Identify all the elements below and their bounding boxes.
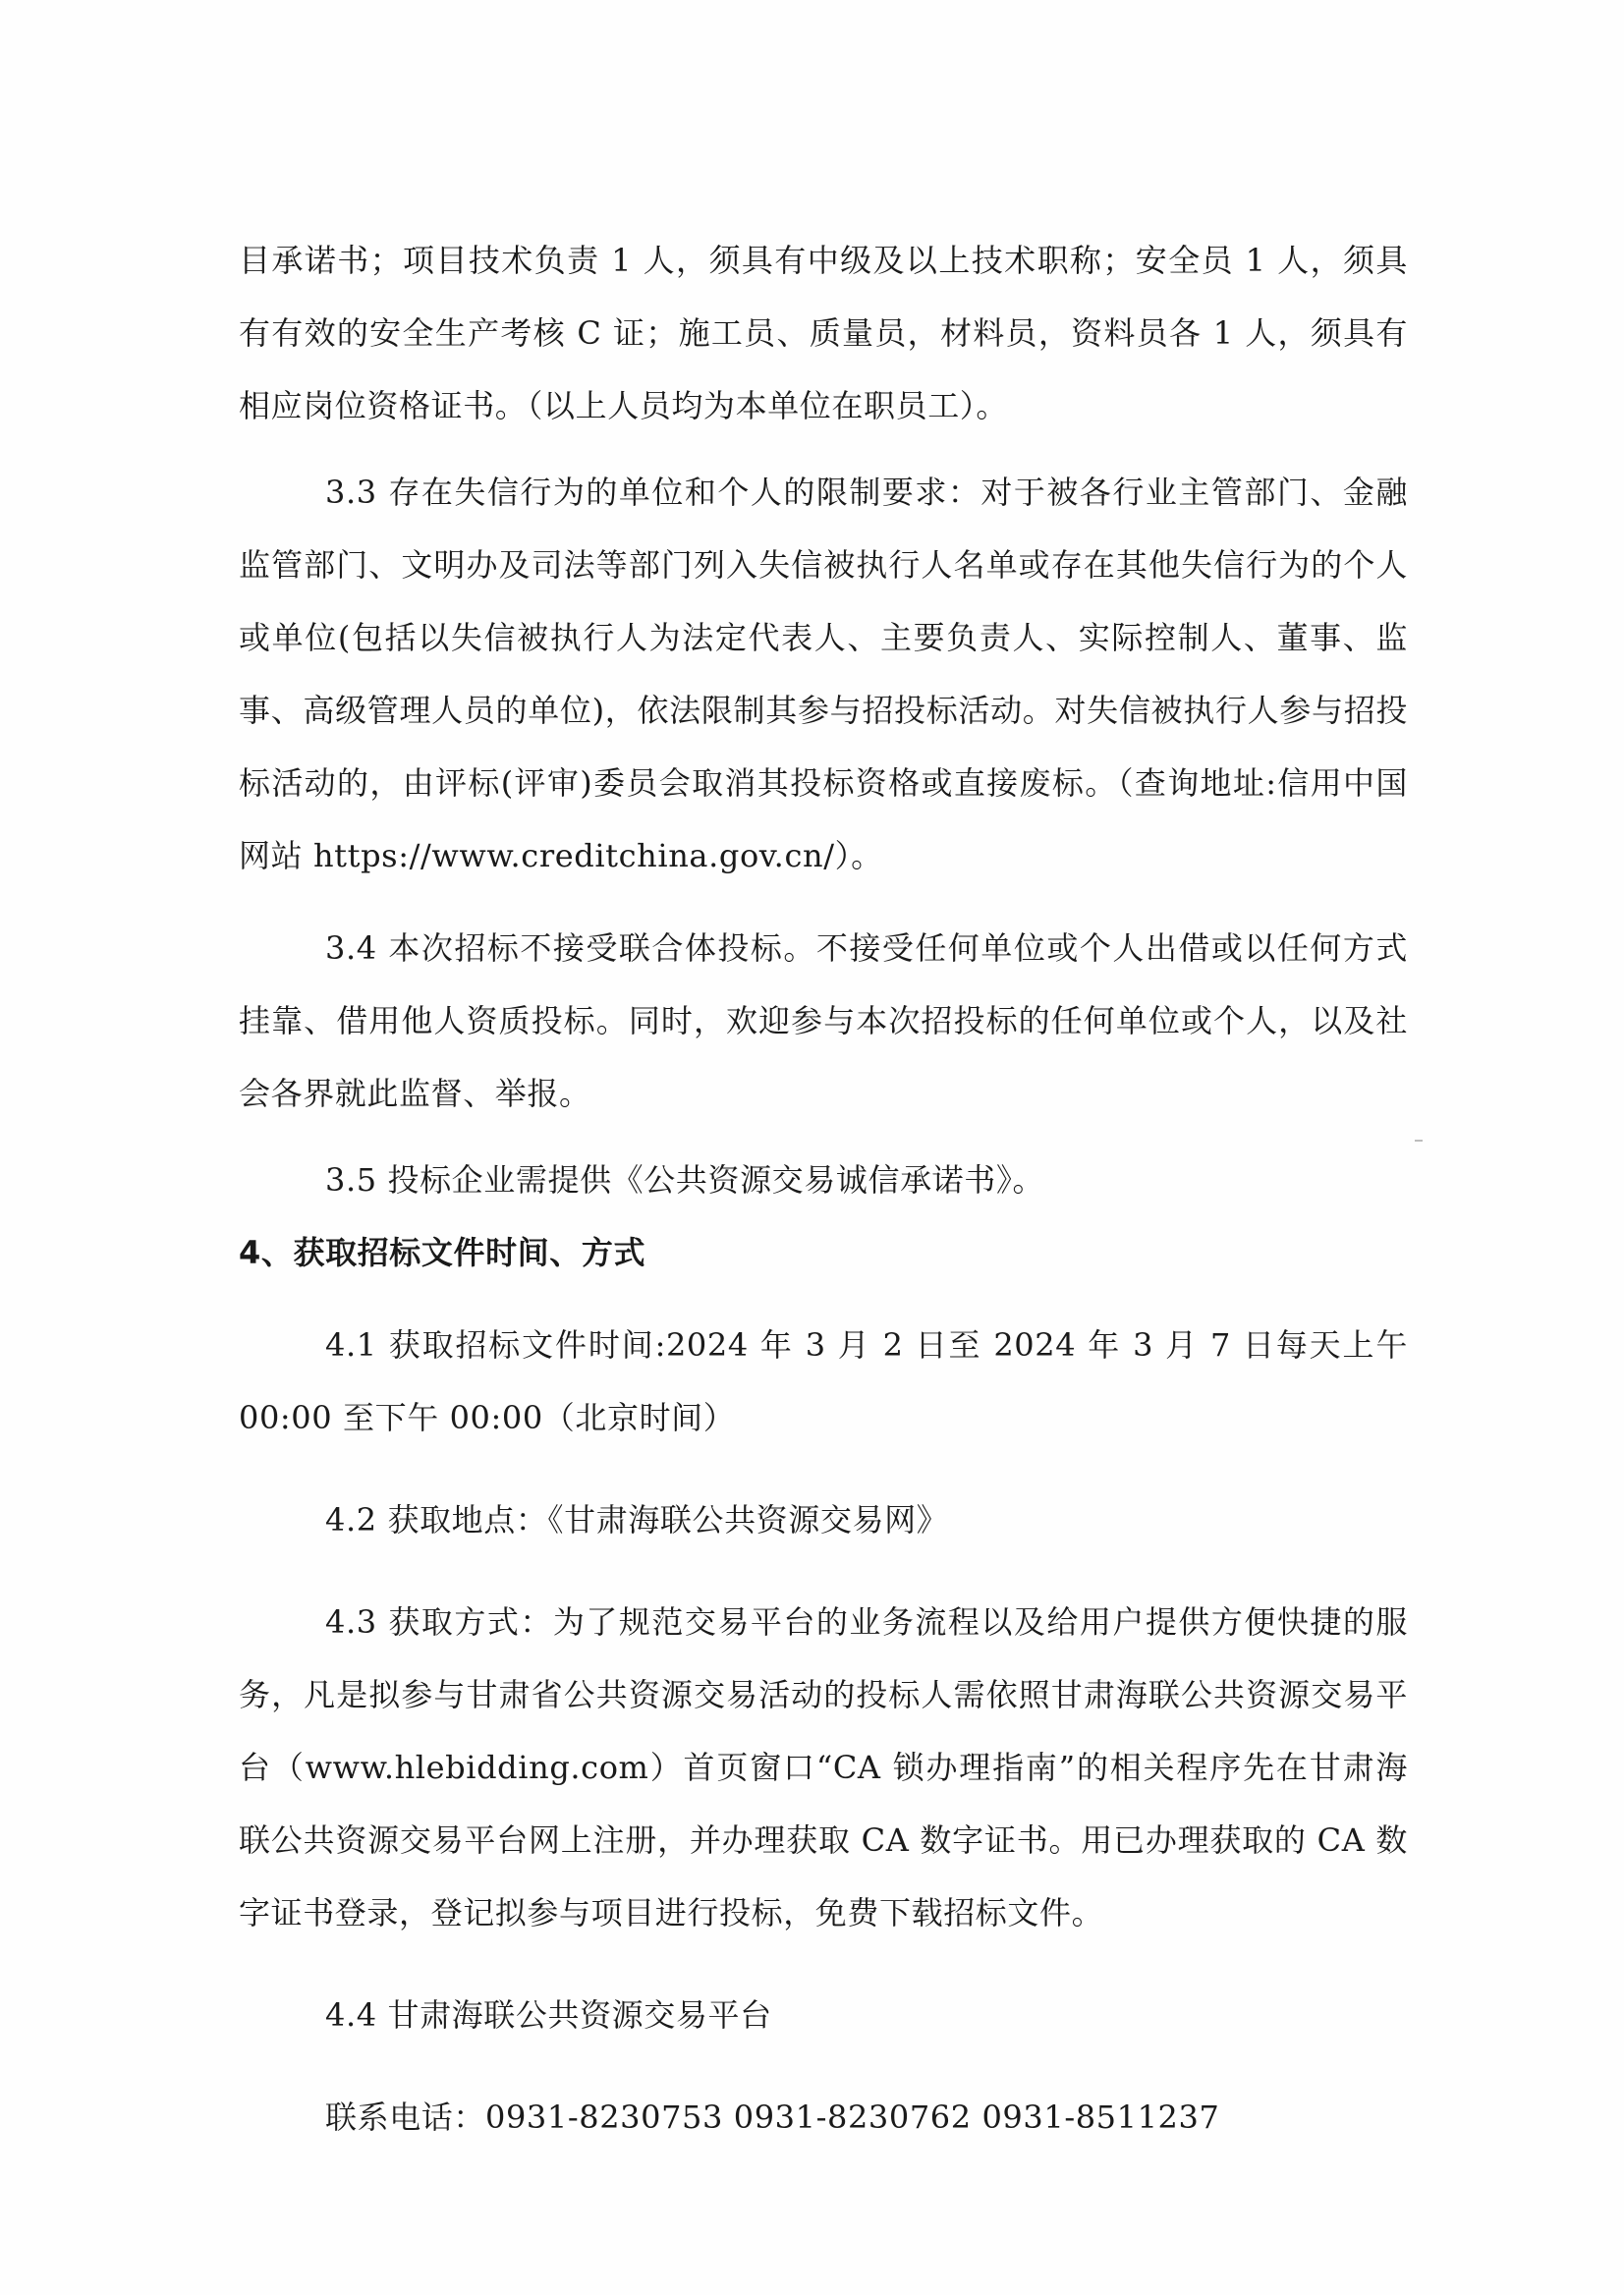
section-heading-4: 4、获取招标文件时间、方式	[239, 1234, 646, 1271]
paragraph-3-3-credit-restriction: 3.3 存在失信行为的单位和个人的限制要求：对于被各行业主管部门、金融监管部门、文明办及司法等部门列入失信被执行人名单或存在其他失信行为的个人或单位(包括以失信被执行人为法定代表人、主要负责人、实际控制人、董事、监事、高级管理人员的单位)，依法限制其参与招投标活动。对失信被执行人参与招投标活动的，由评标(评审)委员会取消其投标资格或直接废标。（查询地址:信用中国网站 https://www.creditchina.gov.cn/）。	[239, 474, 1408, 874]
scan-artifact	[1415, 1140, 1423, 1142]
paragraph-4-1-time: 4.1 获取招标文件时间:2024 年 3 月 2 日至 2024 年 3 月 7 日每天上午 00:00 至下午 00:00（北京时间）	[239, 1326, 1408, 1436]
paragraph-4-4-platform: 4.4 甘肃海联公共资源交易平台	[325, 1996, 772, 2034]
contact-phone-line: 联系电话：0931-8230753 0931-8230762 0931-8511237	[325, 2099, 1220, 2136]
paragraph-personnel-requirements: 目承诺书；项目技术负责 1 人，须具有中级及以上技术职称；安全员 1 人，须具有有效的安全生产考核 C 证；施工员、质量员，材料员，资料员各 1 人，须具有相应岗位资格证书。（以上人员均为本单位在职员工）。	[239, 242, 1408, 424]
paragraph-4-3-method: 4.3 获取方式：为了规范交易平台的业务流程以及给用户提供方便快捷的服务，凡是拟参与甘肃省公共资源交易活动的投标人需依照甘肃海联公共资源交易平台（www.hlebidding.com）首页窗口“CA 锁办理指南”的相关程序先在甘肃海联公共资源交易平台网上注册，并办理获取 CA 数字证书。用已办理获取的 CA 数字证书登录，登记拟参与项目进行投标，免费下载招标文件。	[239, 1603, 1408, 1931]
paragraph-4-2-location: 4.2 获取地点：《甘肃海联公共资源交易网》	[325, 1501, 949, 1539]
paragraph-3-4-no-consortium: 3.4 本次招标不接受联合体投标。不接受任何单位或个人出借或以任何方式挂靠、借用他人资质投标。同时，欢迎参与本次招投标的任何单位或个人，以及社会各界就此监督、举报。	[239, 929, 1408, 1112]
paragraph-3-5-integrity-commitment: 3.5 投标企业需提供《公共资源交易诚信承诺书》。	[325, 1161, 1045, 1199]
document-body	[239, 224, 1408, 2154]
